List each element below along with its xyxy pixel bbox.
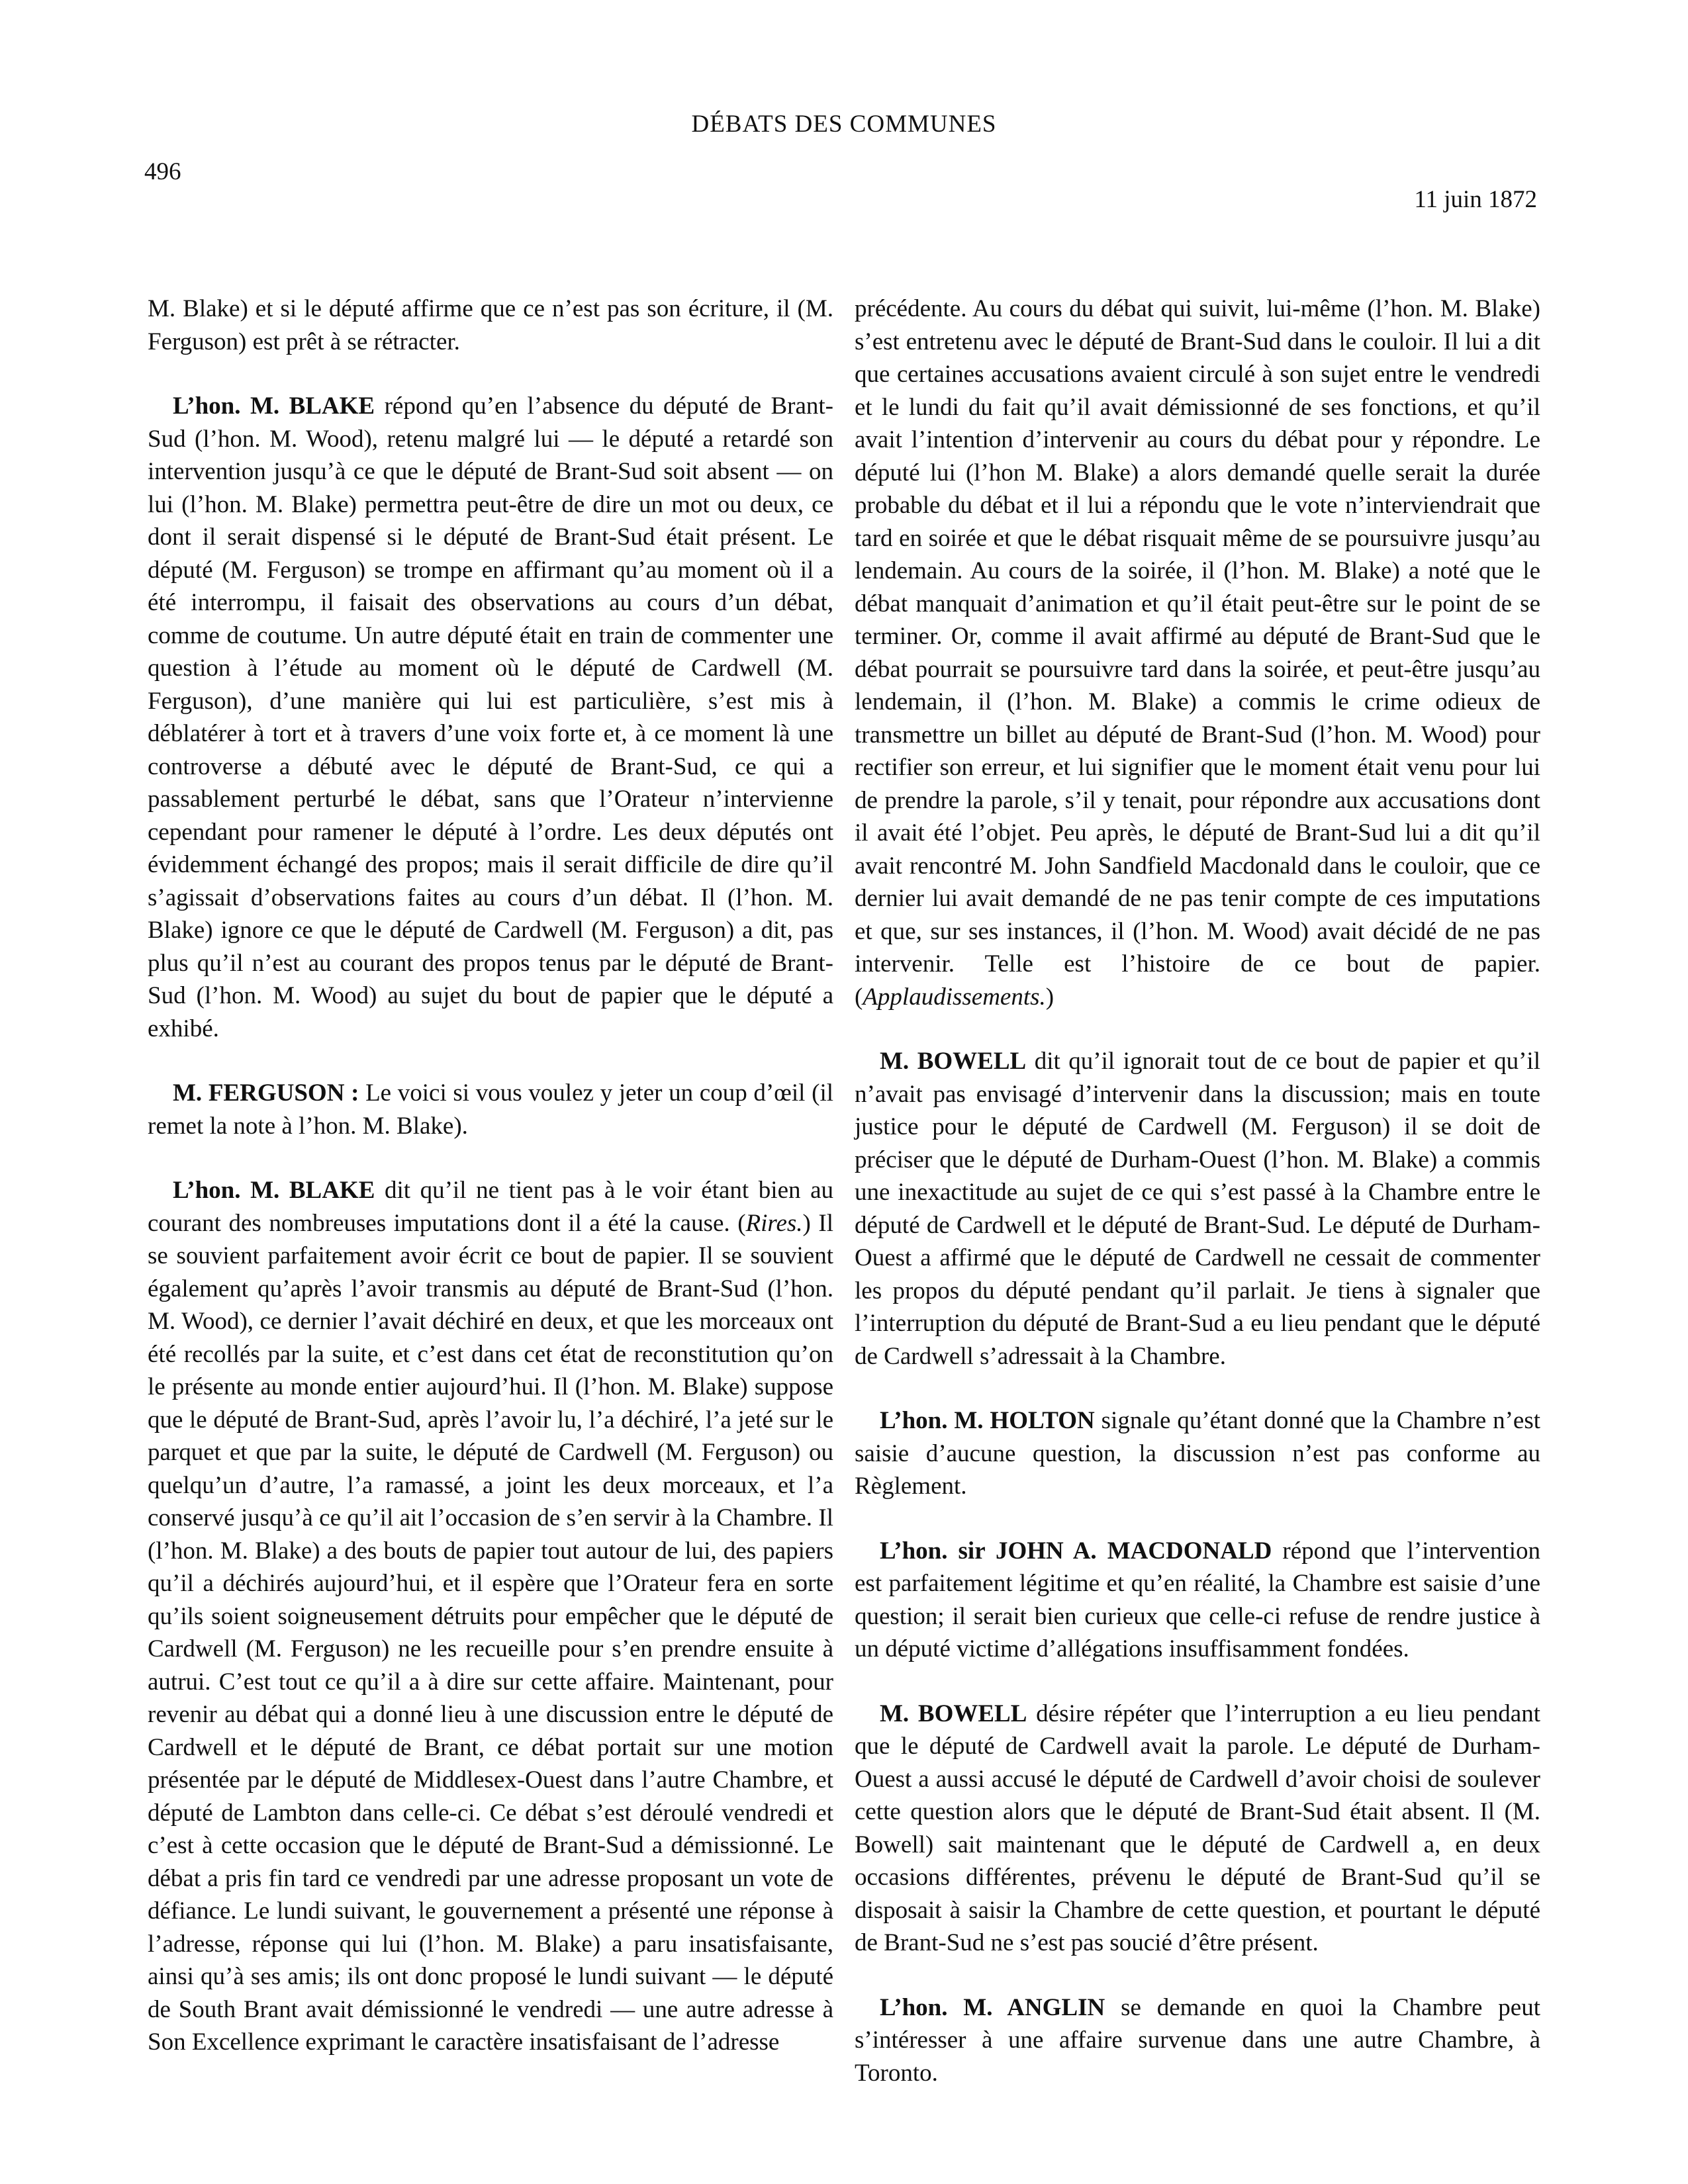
speech-paragraph (855, 1698, 1540, 1960)
page-number: 496 (144, 158, 181, 185)
speech-text: se demande en quoi la Chambre peut s’intéresser à une affaire survenue dans une autre Chambre, à Toronto. (855, 1993, 1540, 2087)
speaker-name: L’hon. M. HOLTON (880, 1407, 1095, 1434)
stage-direction: Rires. (745, 1209, 803, 1237)
speech-paragraph (148, 1077, 833, 1142)
speech-text: répond que l’intervention est parfaitement légitime et qu’en réalité, la Chambre est saisie d’une question; il serait bien curieux que celle-ci refuse de rendre justice à un député victime d’allégations insuffisamment fondées. (855, 1537, 1540, 1662)
paragraph-continuation (148, 293, 833, 358)
running-title: DÉBATS DES COMMUNES (691, 111, 997, 138)
speaker-name: L’hon. M. BLAKE (173, 1177, 375, 1204)
speech-paragraph (855, 1535, 1540, 1666)
speech-text: Le voici si vous voulez y jeter un coup d’œil (il remet la note à l’hon. M. Blake). (148, 1079, 834, 1140)
speaker-name: M. BOWELL (880, 1048, 1027, 1075)
speech-paragraph (855, 1991, 1540, 2090)
speech-text: dit qu’il ne tient pas à le voir étant bien au courant des nombreuses imputations dont il a été la cause. ( (148, 1177, 834, 1237)
speech-paragraph (855, 1404, 1540, 1503)
right-column (855, 293, 1540, 2121)
speaker-name: L’hon. sir JOHN A. MACDONALD (880, 1537, 1272, 1565)
speech-paragraph (148, 390, 833, 1045)
speech-text: dit qu’il ignorait tout de ce bout de papier et qu’il n’avait pas envisagé d’intervenir dans la discussion; mais en toute justice pour le député de Cardwell (M. Ferguson) il se doit de préciser que le député de Durham-Ouest (l’hon. M. Blake) a commis une inexactitude au sujet de ce qui s’est passé à la Chambre entre le député de Cardwell et le député de Brant-Sud. Le député de Durham-Ouest a affirmé que le député de Cardwell ne cessait de commenter les propos du député pendant qu’il parlait. Je tiens à signaler que l’interruption du député de Brant-Sud a eu lieu pendant que le député de Cardwell s’adressait à la Chambre. (855, 1048, 1540, 1370)
speaker-name: M. FERGUSON : (173, 1079, 359, 1107)
paragraph-continuation (855, 293, 1540, 1013)
speech-text: désire répéter que l’interruption a eu lieu pendant que le député de Cardwell avait la parole. Le député de Durham-Ouest a aussi accusé le député de Cardwell d’avoir choisi de soulever cette question alors que le député de Brant-Sud était absent. Il (M. Bowell) sait maintenant que le député de Cardwell a, en deux occasions différentes, prévenu le député de Brant-Sud qu’il se disposait à saisir la Chambre de cette question, et pourtant le député de Brant-Sud ne s’est pas soucié d’être présent. (855, 1700, 1540, 1956)
speech-paragraph (148, 1174, 833, 2059)
page-date: 11 juin 1872 (1414, 186, 1537, 213)
paragraph-text: ) (1045, 983, 1055, 1011)
paragraph-text: M. Blake) et si le député affirme que ce n’est pas son écriture, il (M. Ferguson) est prêt à se rétracter. (148, 295, 833, 355)
speech-text: ) Il se souvient parfaitement avoir écrit ce bout de papier. Il se souvient également qu’après l’avoir transmis au député de Brant-Sud (l’hon. M. Wood), ce dernier l’avait déchiré en deux, et que les morceaux ont été recollés par la suite, et c’est dans cet état de reconstitution qu’on le présente au monde entier aujourd’hui. Il (l’hon. M. Blake) suppose que le député de Brant-Sud, après l’avoir lu, l’a déchiré, l’a jeté sur le parquet et que par la suite, le député de Cardwell (M. Ferguson) ou quelqu’un d’autre, l’a ramassé, a joint les deux morceaux, et l’a conservé jusqu’à ce qu’il ait l’occasion de s’en servir à la Chambre. Il (l’hon. M. Blake) a des bouts de papier tout autour de lui, des papiers qu’il a déchirés aujourd’hui, et il espère que l’Orateur fera en sorte qu’ils soient soigneusement détruits pour empêcher que le député de Cardwell (M. Ferguson) ne les recueille pour s’en prendre ensuite à autrui. C’est tout ce qu’il a à dire sur cette affaire. Maintenant, pour revenir au débat qui a donné lieu à une discussion entre le député de Cardwell et le député de Brant, ce débat portait sur une motion présentée par le député de Middlesex-Ouest dans l’autre Chambre, et député de Lambton dans celle-ci. Ce débat s’est déroulé vendredi et c’est à cette occasion que le député de Brant-Sud a démissionné. Le débat a pris fin tard ce vendredi par une adresse proposant un vote de défiance. Le lundi suivant, le gouvernement a présenté une réponse à l’adresse, réponse qui lui (l’hon. M. Blake) a paru insatisfaisante, ainsi qu’à ses amis; ils ont donc proposé le lundi suivant — le député de South Brant avait démissionné le vendredi — une autre adresse à Son Excellence exprimant le caractère insatisfaisant de l’adresse (148, 1209, 833, 2056)
speaker-name: L’hon. M. BLAKE (173, 392, 375, 420)
left-column (148, 293, 833, 2091)
speech-paragraph (855, 1045, 1540, 1373)
speaker-name: M. BOWELL (880, 1700, 1027, 1727)
stage-direction: Applaudissements. (863, 983, 1046, 1011)
speech-text: signale qu’étant donné que la Chambre n’est saisie d’aucune question, la discussion n’est pas conforme au Règlement. (855, 1407, 1540, 1500)
speech-text: répond qu’en l’absence du député de Brant-Sud (l’hon. M. Wood), retenu malgré lui — le député a retardé son intervention jusqu’à ce que le député de Brant-Sud soit absent — on lui (l’hon. M. Blake) permettra peut-être de dire un mot ou deux, ce dont il serait dispensé si le député de Brant-Sud était présent. Le député (M. Ferguson) se trompe en affirmant qu’au moment où il a été interrompu, il faisait des observations au cours d’un débat, comme de coutume. Un autre député était en train de commenter une question à l’étude au moment où le député de Cardwell (M. Ferguson), d’une manière qui lui est particulière, s’est mis à déblatérer à tort et à travers d’une voix forte et, à ce moment là une controverse a débuté avec le député de Brant-Sud, ce qui a passablement perturbé le débat, sans que l’Orateur n’intervienne cependant pour ramener le député à l’ordre. Les deux députés ont évidemment échangé des propos; mais il serait difficile de dire qu’il s’agissait d’observations faites au cours d’un débat. Il (l’hon. M. Blake) ignore ce que le député de Cardwell (M. Ferguson) a dit, pas plus qu’il n’est au courant des propos tenus par le député de Brant-Sud (l’hon. M. Wood) au sujet du bout de papier que le député a exhibé. (148, 392, 834, 1042)
paragraph-text: précédente. Au cours du débat qui suivit, lui-même (l’hon. M. Blake) s’est entretenu avec le député de Brant-Sud dans le couloir. Il lui a dit que certaines accusations avaient circulé à son sujet entre le vendredi et le lundi du fait qu’il avait démissionné de ses fonctions, et qu’il avait l’intention d’intervenir au cours du débat pour y répondre. Le député lui (l’hon M. Blake) a alors demandé quelle serait la durée probable du débat et il lui a répondu que le vote n’interviendrait que tard en soirée et que le débat risquait même de se poursuivre jusqu’au lendemain. Au cours de la soirée, il (l’hon. M. Blake) a noté que le débat manquait d’animation et qu’il était peut-être sur le point de se terminer. Or, comme il avait affirmé au député de Brant-Sud que le débat pourrait se poursuivre tard dans la soirée, et peut-être jusqu’au lendemain, il (l’hon. M. Blake) a commis le crime odieux de transmettre un billet au député de Brant-Sud (l’hon. M. Wood) pour rectifier son erreur, et lui signifier que le moment était venu pour lui de prendre la parole, s’il y tenait, pour répondre aux accusations dont il avait été l’objet. Peu après, le député de Brant-Sud lui a dit qu’il avait rencontré M. John Sandfield Macdonald dans le couloir, que ce dernier lui avait demandé de ne pas tenir compte de ces imputations et que, sur ses instances, il (l’hon. M. Wood) avait décidé de ne pas intervenir. Telle est l’histoire de ce bout de papier. ( (855, 295, 1540, 1011)
speaker-name: L’hon. M. ANGLIN (880, 1993, 1105, 2021)
